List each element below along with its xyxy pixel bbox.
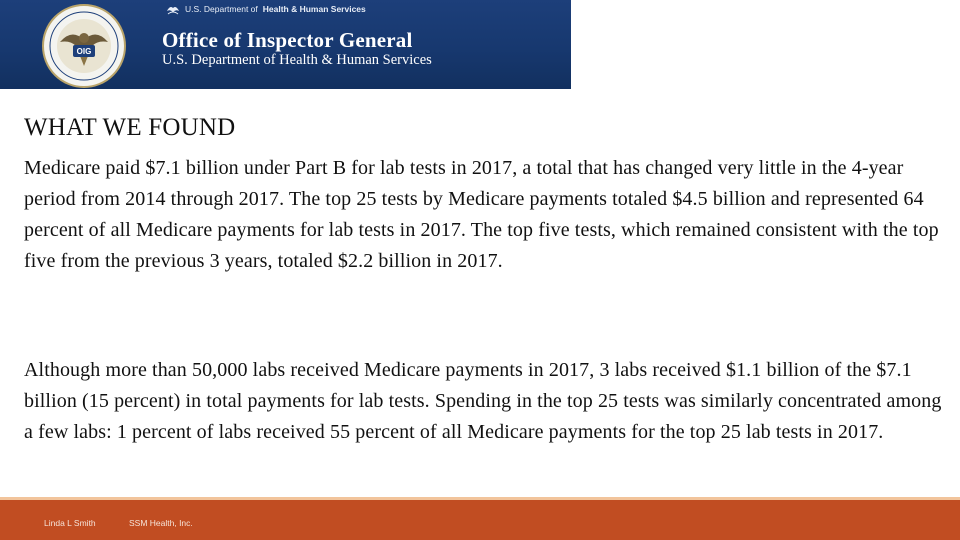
hhs-agency-line xyxy=(166,2,366,16)
oig-seal-icon xyxy=(36,2,132,89)
finding-paragraph-2: Although more than 50,000 labs received Medicare payments in 2017, 3 labs received $1.1 billion of the $7.1 billion (15 percent) in total payments for lab tests. Spending in the top 25 tests was similarly concentrated among a few labs: 1 percent of labs received 55 percent of all Medicare payments for the top 25 lab tests in 2017. xyxy=(24,359,942,443)
footer-author: Linda L Smith xyxy=(44,518,96,528)
footer-organization: SSM Health, Inc. xyxy=(129,518,193,528)
finding-paragraph-1: Medicare paid $7.1 billion under Part B for lab tests in 2017, a total that has changed very little in the 4-year period from 2014 through 2017. The top 25 tests by Medicare payments totaled $4.5 billion and represented 64 percent of all Medicare payments for lab tests in 2017. The top five tests, which remained consistent with the top five from the previous 3 years, totaled $2.2 billion in 2017. xyxy=(24,157,939,272)
section-heading: WHAT WE FOUND xyxy=(24,114,236,141)
footer-bar xyxy=(0,500,960,540)
seal-text: OIG xyxy=(76,47,92,56)
hhs-eagle-icon xyxy=(166,2,180,16)
oig-subtitle: U.S. Department of Health & Human Services xyxy=(162,52,432,68)
oig-header-banner xyxy=(0,0,571,89)
agency-bold: Health & Human Services xyxy=(262,4,366,14)
oig-title: Office of Inspector General xyxy=(162,28,413,52)
agency-prefix: U.S. Department of xyxy=(185,4,258,14)
